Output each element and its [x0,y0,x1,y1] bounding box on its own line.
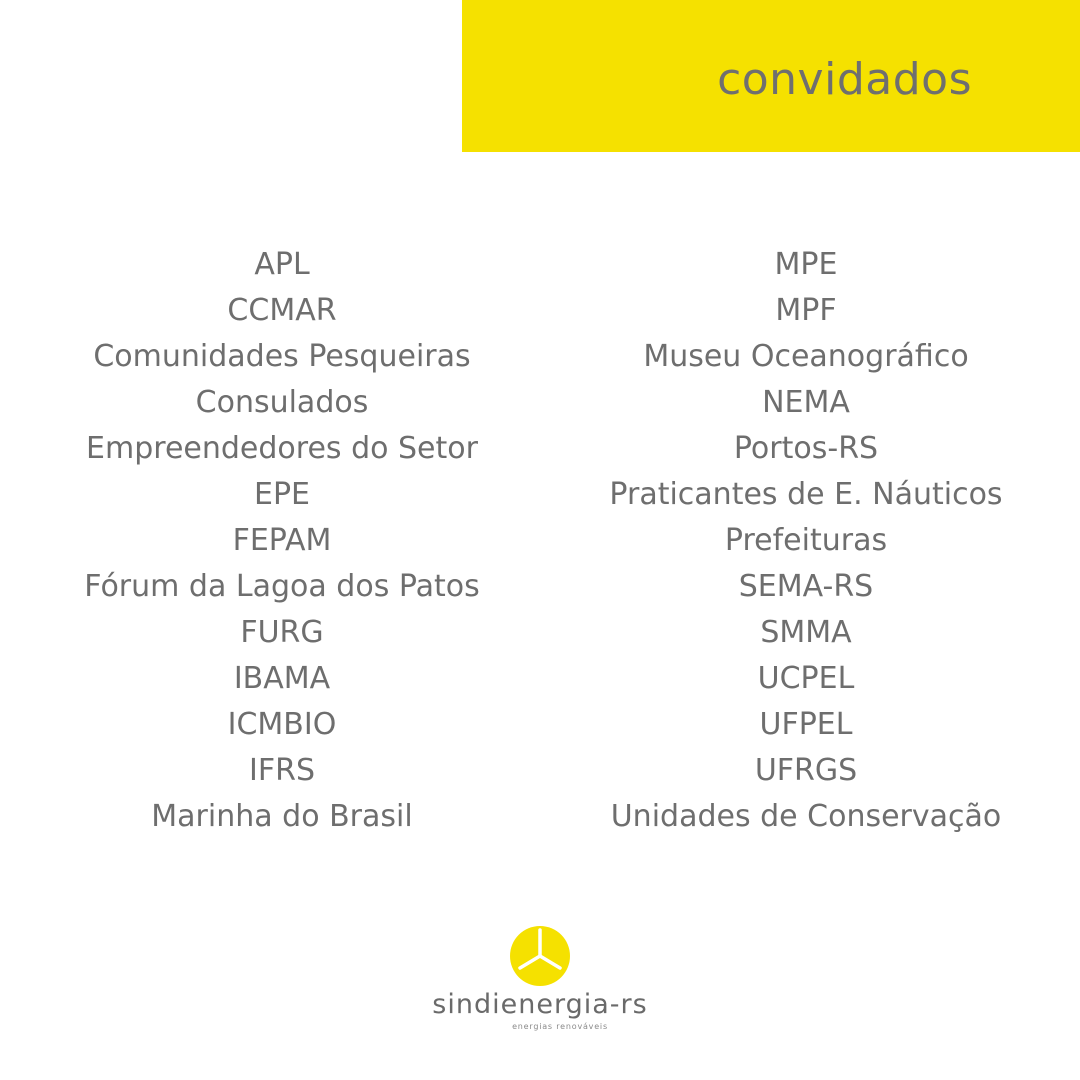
list-item: IFRS [249,753,315,788]
list-item: Fórum da Lagoa dos Patos [84,569,480,604]
list-item: EPE [253,477,310,512]
list-item: Comunidades Pesqueiras [93,339,471,374]
list-item: ICMBIO [227,707,337,742]
list-item: MPE [774,247,838,282]
list-item: SMMA [760,615,852,650]
list-item: UFRGS [754,753,858,788]
wind-turbine-logo-icon [508,924,572,988]
list-item: UCPEL [757,661,855,696]
list-item: Consulados [195,385,369,420]
header-band [462,0,1080,152]
guest-list-right [586,242,1026,840]
list-item: IBAMA [233,661,331,696]
page-title: convidados [717,54,972,105]
list-item: UFPEL [759,707,853,742]
brand-logo [390,924,690,1044]
list-item: FURG [240,615,324,650]
list-item: MPF [775,293,837,328]
list-item: SEMA-RS [738,569,874,604]
list-item: APL [254,247,310,282]
list-item: NEMA [762,385,850,420]
list-item: Praticantes de E. Náuticos [609,477,1003,512]
list-item: CCMAR [227,293,337,328]
brand-tagline: energias renováveis [512,1022,608,1031]
list-item: FEPAM [232,523,332,558]
list-item: Unidades de Conservação [610,799,1002,834]
list-item: Marinha do Brasil [151,799,413,834]
list-item: Museu Oceanográfico [643,339,969,374]
brand-name: sindienergia-rs [432,989,648,1020]
list-item: Portos-RS [733,431,879,466]
guest-list-left [62,242,502,840]
list-item: Empreendedores do Setor [86,431,478,466]
list-item: Prefeituras [724,523,888,558]
